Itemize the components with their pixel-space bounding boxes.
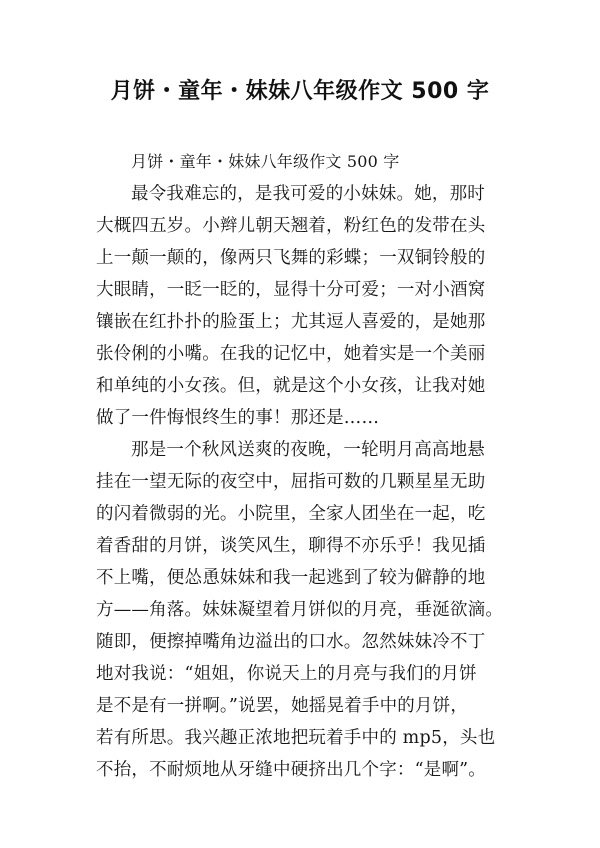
paragraph-line: 随即，便擦掉嘴角边溢出的口水。忽然妹妹冷不丁	[96, 632, 486, 652]
paragraph-line: 地对我说：“姐姐，你说天上的月亮与我们的月饼	[96, 664, 477, 684]
paragraph-line: 的闪着微弱的光。小院里，全家人团坐在一起，吃	[96, 504, 486, 524]
paragraph-line: 不上嘴，便怂恿妹妹和我一起逃到了较为僻静的地	[96, 568, 486, 588]
document-body	[96, 146, 518, 786]
paragraph-line: 着香甜的月饼，谈笑风生，聊得不亦乐乎！我见插	[96, 536, 486, 556]
paragraph-line: 镶嵌在红扑扑的脸蛋上；尤其逗人喜爱的，是她那	[96, 312, 486, 332]
paragraph-line: 那是一个秋风送爽的夜晚，一轮明月高高地悬	[131, 440, 485, 460]
paragraph-line: 大眼睛，一眨一眨的，显得十分可爱；一对小酒窝	[96, 280, 486, 300]
paragraph-line: 最令我难忘的，是我可爱的小妹妹。她，那时	[131, 184, 485, 204]
paragraph-line: 方——角落。妹妹凝望着月饼似的月亮，垂涎欲滴。	[96, 600, 504, 620]
paragraph-line: 挂在一望无际的夜空中，屈指可数的几颗星星无助	[96, 472, 486, 492]
paragraph-line: 做了一件悔恨终生的事！那还是……	[96, 408, 380, 428]
paragraph-line: 大概四五岁。小辫儿朝天翘着，粉红色的发带在头	[96, 216, 486, 236]
paragraph-line: 若有所思。我兴趣正浓地把玩着手中的 mp5，头也	[96, 728, 496, 748]
document-title: 月饼・童年・妹妹八年级作文 500 字	[110, 79, 490, 104]
body-subtitle: 月饼・童年・妹妹八年级作文 500 字	[131, 152, 400, 171]
paragraph-line: 张伶俐的小嘴。在我的记忆中，她着实是一个美丽	[96, 344, 486, 364]
paragraph-line: 和单纯的小女孩。但，就是这个小女孩，让我对她	[96, 376, 486, 396]
paragraph-line: 不抬，不耐烦地从牙缝中硬挤出几个字：“是啊”。	[96, 760, 486, 780]
paragraph-line: 是不是有一拼啊。”说罢，她摇晃着手中的月饼，	[96, 696, 469, 716]
paragraph-line: 上一颠一颠的，像两只飞舞的彩蝶；一双铜铃般的	[96, 248, 486, 268]
